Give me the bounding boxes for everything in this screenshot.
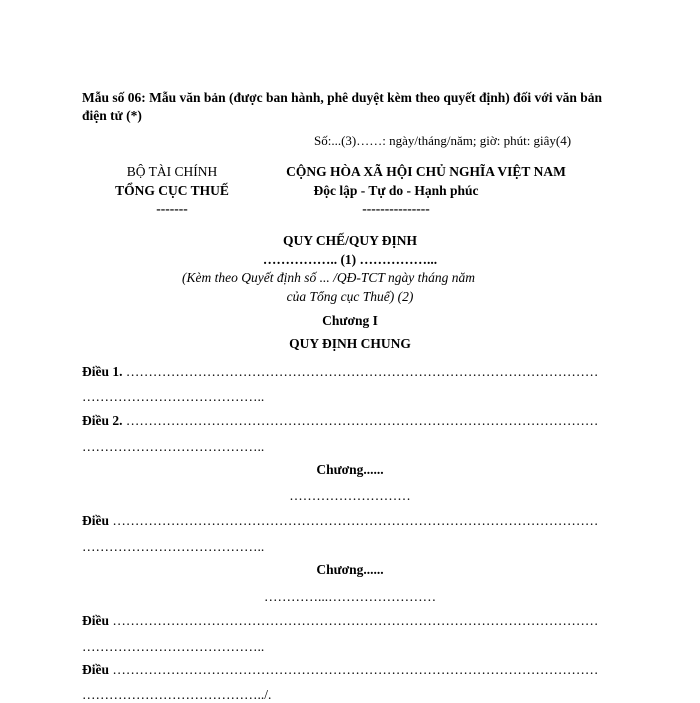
article-continuation: …………………………………..: [82, 639, 265, 654]
article-label: Điều: [82, 613, 109, 628]
article-label: Điều: [82, 513, 109, 528]
article-label: Điều 2.: [82, 413, 123, 428]
left-divider: -------: [156, 201, 188, 216]
document-number-line: Số:...(3)……: ngày/tháng/năm; giờ: phút: giây(4): [314, 133, 572, 148]
chapter-heading: Chương......: [316, 462, 384, 477]
republic-name: CỘNG HÒA XÃ HỘI CHỦ NGHĨA VIỆT NAM: [286, 164, 566, 179]
article-line: [82, 662, 598, 678]
ministry-name: BỘ TÀI CHÍNH: [126, 164, 218, 179]
article-dots: ………………………………………………………………………………………………: [109, 613, 599, 628]
national-motto: Độc lập - Tự do - Hạnh phúc: [313, 183, 479, 198]
article-dots: ………………………………………………………………………………………………: [109, 662, 599, 677]
article-line: [82, 413, 598, 429]
article-continuation: …………………………………..: [82, 539, 265, 554]
attachment-note-line2: của Tổng cục Thuế) (2): [286, 289, 414, 304]
article-line: [82, 513, 598, 529]
form-title-line1: Mẫu số 06: Mẫu văn bản (được ban hành, phê duyệt kèm theo quyết định) đối với văn bản: [82, 90, 603, 105]
article-line: [82, 364, 598, 380]
article-label: Điều: [82, 662, 109, 677]
form-title-line2: điện tử (*): [82, 108, 142, 123]
article-dots: ……………………………………………………………………………………………: [122, 413, 599, 428]
article-dots: ………………………………………………………………………………………………: [109, 513, 599, 528]
chapter-heading: Chương......: [316, 562, 384, 577]
right-divider: ---------------: [362, 201, 430, 216]
article-dots: ……………………………………………………………………………………………: [122, 364, 599, 379]
article-line: [82, 613, 598, 629]
attachment-note-line1: (Kèm theo Quyết định số ... /QĐ-TCT ngày tháng năm: [182, 270, 475, 285]
article-continuation: …………………………………..: [82, 439, 265, 454]
article-continuation: …………………………………..: [82, 389, 265, 404]
article-label: Điều 1.: [82, 364, 123, 379]
chapter-name: ………………………: [289, 488, 411, 503]
department-name: TỔNG CỤC THUẾ: [115, 183, 229, 198]
article-continuation: …………………………………../.: [82, 687, 272, 702]
chapter-name: …………...……………………: [263, 589, 437, 604]
document-title: QUY CHẾ/QUY ĐỊNH: [282, 233, 417, 248]
chapter-name: QUY ĐỊNH CHUNG: [289, 336, 411, 351]
document-subtitle: …………….. (1) ……………...: [262, 252, 438, 267]
chapter-heading: Chương I: [322, 313, 378, 328]
